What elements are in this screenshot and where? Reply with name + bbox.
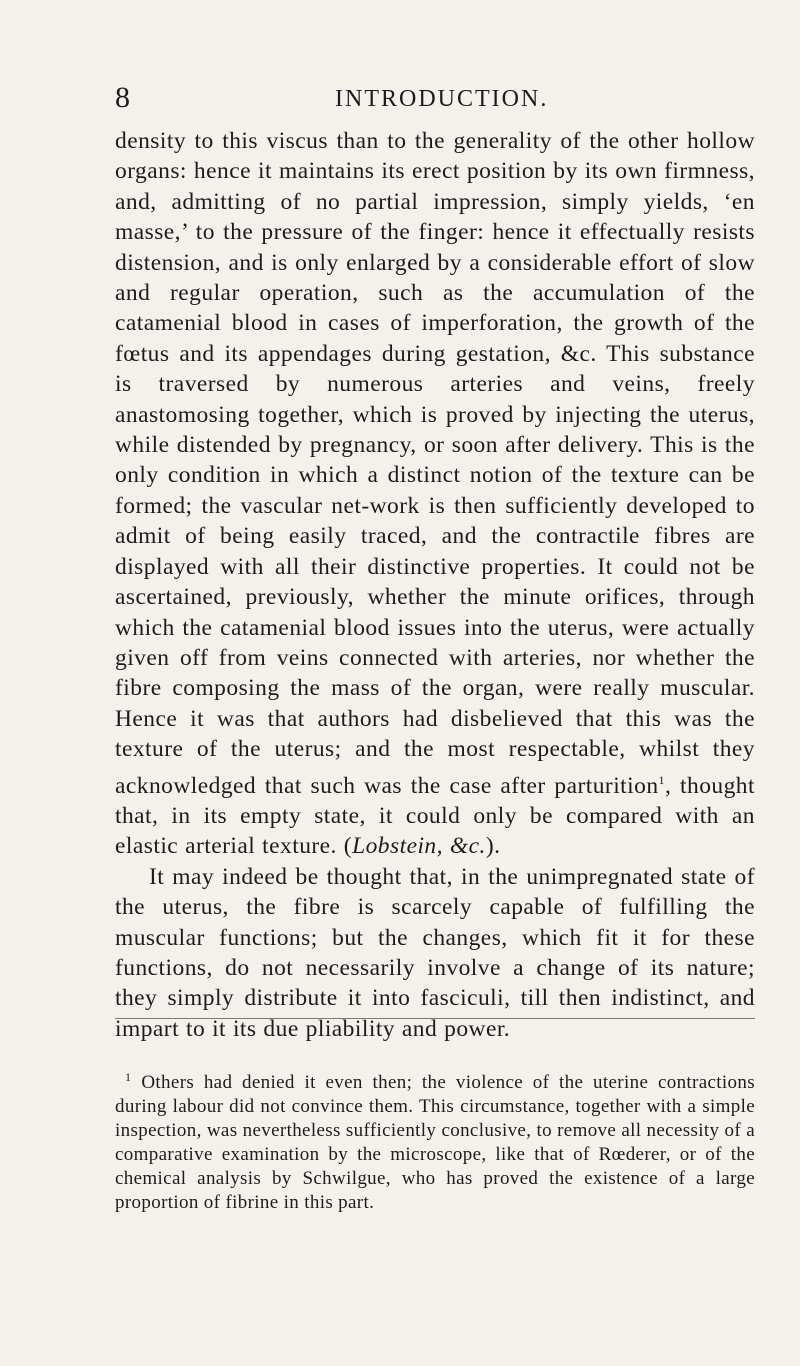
running-head: INTRODUCTION. xyxy=(335,86,549,112)
paragraph-text-continued: , thought that, in its empty state, it could only be compared with an elastic arterial texture. ( xyxy=(115,772,755,860)
footnote-divider xyxy=(115,1018,755,1019)
page-number: 8 xyxy=(115,81,130,114)
paragraph xyxy=(115,126,755,862)
footnote xyxy=(115,1065,755,1215)
footnote-marker: 1 xyxy=(125,1070,132,1084)
paragraph: It may indeed be thought that, in the unimpregnated state of the uterus, the fibre is scarcely capable of fulfilling the muscular functions; but the changes, which fit it for these functions, do not necessarily involve a change of its nature; they simply distribute it into fasciculi, till then indistinct, and impart to it its due pliability and power. xyxy=(115,863,755,1042)
page-header xyxy=(115,80,755,116)
footnote-reference: 1 xyxy=(658,772,665,787)
paragraph-text: density to this viscus than to the generality of the other hollow organs: hence it maintains its erect position by its own firmness, and, admitting of no partial impression, simply yields, ‘en masse,’ to the pressure of the finger: hence it effectually resists distension, and is only enlarged by a considerable effort of slow and regular operation, such as the accumulation of the catamenial blood in cases of imperforation, the growth of the fœtus and its appendages during gestation, &c. This substance is traversed by numerous arteries and veins, freely anastomosing together, which is proved by injecting the uterus, while distended by pregnancy, or soon after delivery. This is the only condition in which a distinct notion of the texture can be formed; the vascular net-work is then sufficiently developed to admit of being easily traced, and the contractile fibres are displayed with all their distinctive properties. It could not be ascertained, previously, whether the minute orifices, through which the catamenial blood issues into the uterus, were actually given off from veins connected with arteries, nor whether the fibre composing the mass of the organ, were really muscular. Hence it was that authors had disbelieved that this was the texture of the uterus; and the most respectable, whilst they acknowledged that such was the case after parturition xyxy=(115,128,755,799)
citation: Lobstein, &c. xyxy=(352,833,486,860)
main-text xyxy=(115,126,755,1044)
footnote-text: Others had denied it even then; the violence of the uterine contractions during labour did not convince them. This circumstance, together with a simple inspection, was nevertheless sufficiently conclusive, to remove all necessity of a comparative examination by the microscope, like that of Rœderer, or of the chemical analysis by Schwilgue, who has proved the existence of a large proportion of fibrine in this part. xyxy=(115,1072,755,1213)
paragraph-text-end: ). xyxy=(485,833,501,860)
